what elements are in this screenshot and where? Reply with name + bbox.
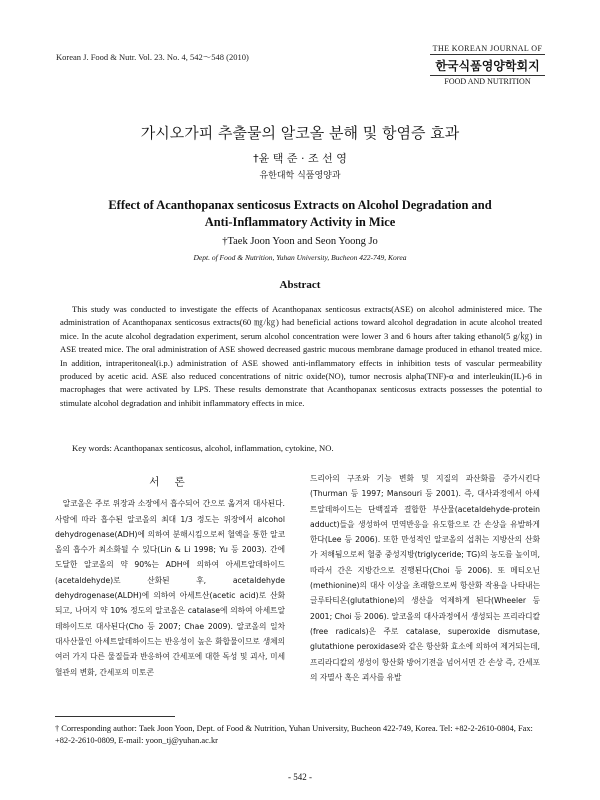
intro-paragraph: 알코올은 주로 위장과 소장에서 흡수되어 간으로 옮겨져 대사된다. 사람에 따라 흡수된 알코올의 최대 1/3 정도는 위장에서 alcohol dehydrogenase(ADH)에 의하여 분해시킴으로써 혈액을 통한 알코올의 흡수가 최소화될 수 있다(Lin & Li 1998; Yu 등 2003). 간에 도달한 알코올의 약 90%는 ADH에 의하여 아세트알데하이드(acetaldehyde)로 산화된 후, acetaldehyde dehydrogenase(ALDH)에 의하여 아세트산(acetic acid)로 산화되고, 나머지 약 10% 정도의 알코올은 catalase에 의하여 아세트알데하이드로 대사된다(Cho 등 2007; Chae 2009). 알코올의 일차 대사산물인 아세트알데하이드는 반응성이 높은 화합물이므로 생체의 여러 가지 다른 물질들과 반응하여 간세포에 대한 독성 및 괴사, 미세혈관의 변화, 간세포의 미토콘 bbox=[55, 499, 285, 677]
journal-citation: Korean J. Food & Nutr. Vol. 23. No. 4, 542～548 (2010) bbox=[56, 52, 249, 62]
affiliation-ko: 유한대학 식품영양과 bbox=[259, 171, 341, 181]
title-en-line2: Anti-Inflammatory Activity in Mice bbox=[204, 215, 396, 229]
corresponding-author-footnote: † Corresponding author: Taek Joon Yoon, Dept. of Food & Nutrition, Yuhan University, Bucheon 422-749, Korea. Tel: +82-2-2610-0804, Fax: +82-2-2610-0809, E-mail: yoon_tj@yuhan.ac.kr bbox=[55, 724, 533, 745]
affiliation-en: Dept. of Food & Nutrition, Yuhan University, Bucheon 422-749, Korea bbox=[193, 253, 407, 262]
abstract-heading: Abstract bbox=[279, 279, 321, 291]
keywords: Key words: Acanthopanax senticosus, alcohol, inflammation, cytokine, NO. bbox=[72, 443, 334, 453]
intro-paragraph-continued: 드리아의 구조와 기능 변화 및 지질의 과산화를 증가시킨다(Thurman 등 1997; Mansouri 등 2001). 즉, 대사과정에서 아세트알데하이드는 단백질과 결합한 부산물(acetaldehyde-protein adduct)들을 생성하여 면역반응을 유도함으로 간 손상을 유발하게 한다(Lee 등 2006). 또한 만성적인 알코올의 섭취는 지방산의 산화가 저해됨으로써 혈중 중성지방(triglyceride; TG)의 농도를 높이며, 따라서 간은 지방간으로 진행된다(Choi 등 2006). 또 메티오닌(methionine)의 대사 이상을 초래함으로써 항산화 작용을 나타내는 글루타티온(glutathione)의 생산을 억제하게 된다(Wheeler 등 2001; Choi 등 2006). 알코올의 대사과정에서 생성되는 프리라디칼(free radicals)은 주로 catalase, superoxide dismutase, glutathione peroxidase와 같은 항산화 효소에 의하여 제거되는데, 프리라디칼의 생성이 항산화 방어기전을 넘어서면 간 손상 즉, 간세포의 자멸사 혹은 괴사를 유발 bbox=[310, 474, 540, 682]
journal-name-ko: 한국식품영양학회지 bbox=[435, 59, 540, 73]
journal-name-en: THE KOREAN JOURNAL OF bbox=[430, 44, 545, 55]
body-column-left bbox=[55, 475, 285, 680]
title-en-line1: Effect of Acanthopanax senticosus Extracts on Alcohol Degradation and bbox=[108, 198, 492, 212]
page-number: - 542 - bbox=[288, 772, 312, 782]
body-column-right bbox=[310, 471, 540, 685]
authors-en: †Taek Joon Yoon and Seon Yoong Jo bbox=[222, 236, 378, 247]
paper-title-ko: 가시오가피 추출물의 알코올 분해 및 항염증 효과 bbox=[140, 124, 460, 142]
authors-ko: †윤 택 준 · 조 선 영 bbox=[253, 152, 347, 165]
paper-title-en bbox=[80, 197, 520, 231]
section-heading-introduction: 서 론 bbox=[149, 476, 191, 488]
footnote-rule bbox=[55, 716, 175, 717]
journal-name-en2: FOOD AND NUTRITION bbox=[430, 75, 545, 86]
abstract-body: This study was conducted to investigate the effects of Acanthopanax senticosus extracts(ASE) on alcohol administered mice. The administration of Acanthopanax senticosus extracts(60 ㎎/㎏) had beneficial actions toward alcohol degradation in acute alcohol treated mice. In the acute alcohol degradation experiment, serum alcohol concentration were lower 3 and 6 hours after taking ethanol(5 g/㎏) in ASE treated mice. The oral administration of ASE showed decreased gastric mucous membrane damage produced in ethanol treated mice. In addition, intraperitoneal(i.p.) administration of ASE showed anti-inflammatory effects in inhibition tests of vascular permeability produced by acetic acid. ASE also reduced concentrations of nitric oxide(NO), tumor necrosis alpha(TNF)-α and interleukin(IL)-6 in macrophages that were activated by LPS. These results demonstrate that Acanthopanax senticosus extracts possesses the potential to stimulate alcohol degradation and inhibit inflammatory effects in mice. bbox=[60, 304, 542, 408]
journal-masthead bbox=[430, 44, 545, 86]
